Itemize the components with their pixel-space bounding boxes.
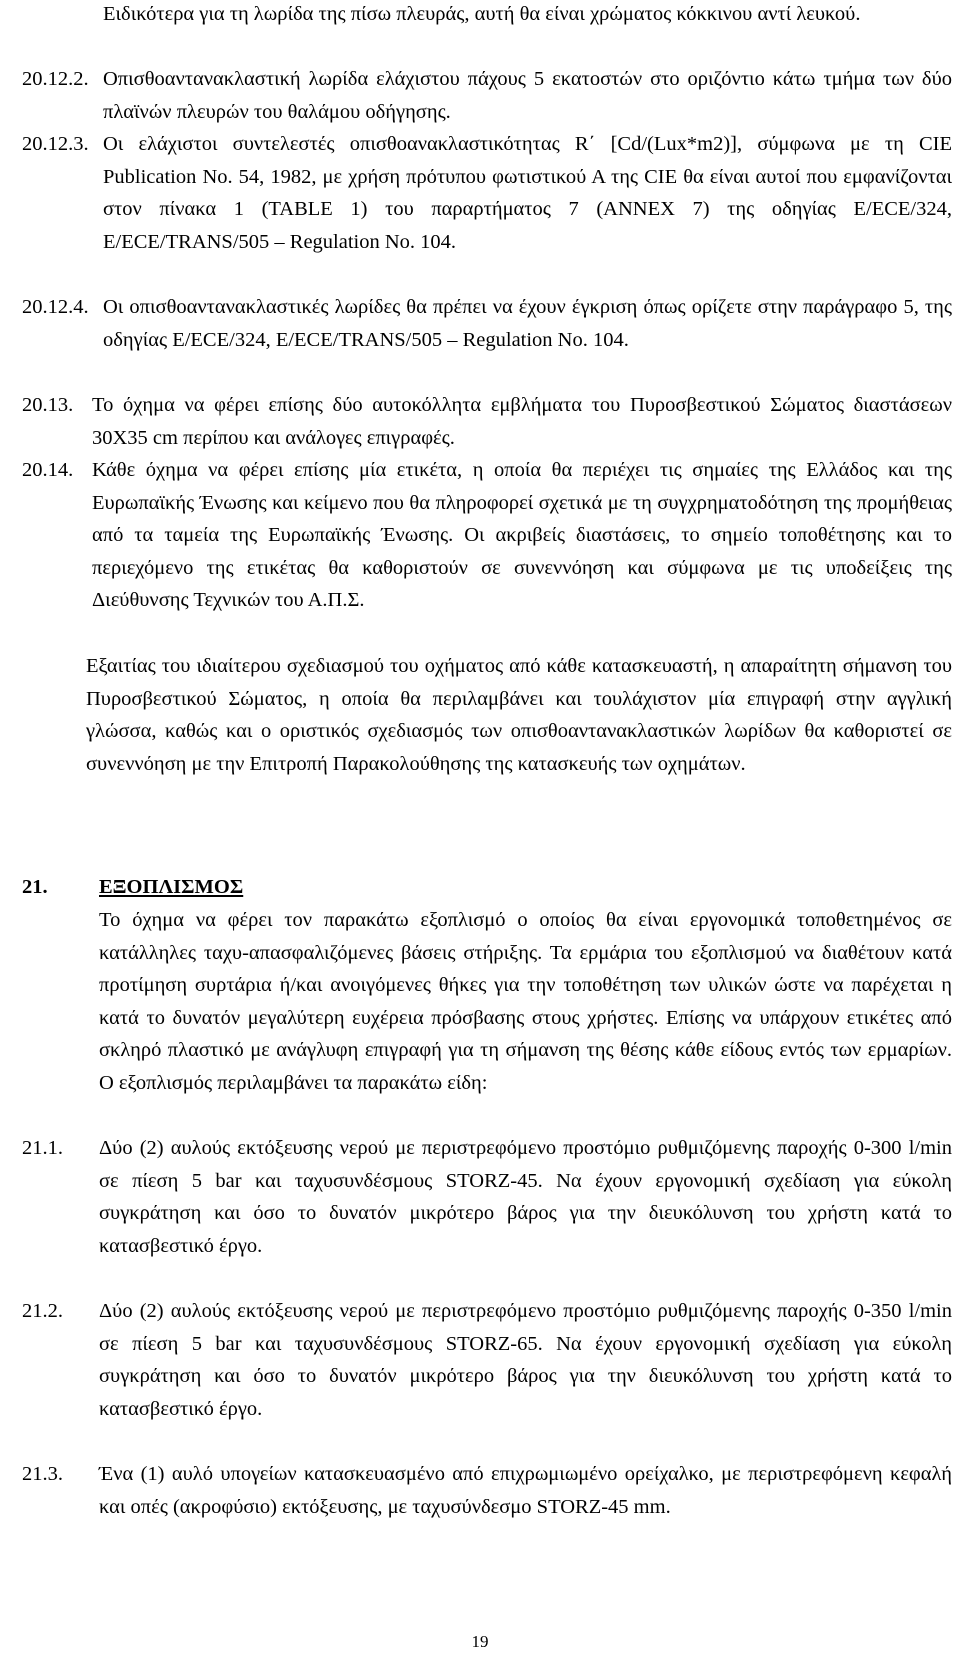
section-heading — [22, 871, 243, 904]
list-item-21-3 — [22, 1458, 952, 1523]
item-text: Δύο (2) αυλούς εκτόξευσης νερού με περιστρεφόμενο προστόμιο ρυθμιζόμενης παροχής 0-300 l/min σε πίεση 5 bar και ταχυσυνδέσμους STORZ-45. Να έχουν εργονομική σχεδίαση για εύκολη συγκράτηση και όσο το δυνατόν μικρότερο βάρος για την διευκόλυνση του χρήστη κατά το κατασβεστικό έργο. — [99, 1137, 952, 1257]
list-item-20-12-3 — [22, 128, 952, 258]
item-number: 20.14. — [22, 459, 74, 481]
list-item-21-2 — [22, 1295, 952, 1425]
body-paragraph: Εξαιτίας του ιδιαίτερου σχεδιασμού του οχήματος από κάθε κατασκευαστή, η απαραίτητη σήμανση του Πυροσβεστικού Σώματος, η οποία θα περιλαμβάνει και τουλάχιστον μία επιγραφή στην αγγλική γλώσσα, καθώς και ο οριστικός σχεδιασμός των οπισθοαντανακλαστικών λωρίδων θα καθοριστεί σε συνεννόηση με την Επιτροπή Παρακολούθησης της κατασκευής των οχημάτων. — [86, 655, 952, 775]
item-number: 21.3. — [22, 1463, 63, 1485]
item-text: Δύο (2) αυλούς εκτόξευσης νερού με περιστρεφόμενο προστόμιο ρυθμιζόμενης παροχής 0-350 l/min σε πίεση 5 bar και ταχυσυνδέσμους STORZ-65. Να έχουν εργονομική σχεδίαση για εύκολη συγκράτηση και όσο το δυνατόν μικρότερο βάρος για την διευκόλυνση του χρήστη κατά το κατασβεστικό έργο. — [99, 1300, 952, 1420]
item-text: Το όχημα να φέρει επίσης δύο αυτοκόλλητα εμβλήματα του Πυροσβεστικού Σώματος διαστάσεων 30Χ35 cm περίπου και ανάλογες επιγραφές. — [92, 394, 952, 449]
page-number: 19 — [471, 1632, 489, 1651]
item-number: 20.13. — [22, 394, 74, 416]
list-item-20-12-2 — [22, 63, 952, 128]
item-text: Οι οπισθοαντανακλαστικές λωρίδες θα πρέπει να έχουν έγκριση όπως ορίζετε στην παράγραφο 5, της οδηγίας E/ECE/324, E/ECE/TRANS/505 – Regulation No. 104. — [103, 296, 952, 351]
list-item-20-13 — [22, 389, 952, 454]
item-number: 20.12.2. — [22, 68, 89, 90]
section-title: ΕΞΟΠΛΙΣΜΟΣ — [99, 876, 244, 898]
item-number: 21.2. — [22, 1300, 63, 1322]
section-intro: Το όχημα να φέρει τον παρακάτω εξοπλισμό ο οποίος θα είναι εργονομικά τοποθετημένος σε κατάλληλες ταχυ-απασφαλιζόμενες βάσεις στήριξης. Τα ερμάρια του εξοπλισμού να διαθέτουν κατά προτίμηση συρτάρια ή/και ανοιγόμενες θήκες για την τοποθέτηση των υλικών ώστε να παρέχεται η κατά το δυνατόν μεγαλύτερη ευχέρεια πρόσβασης στους χρήστες. Επίσης να υπάρχουν ετικέτες από σκληρό πλαστικό με ανάγλυφη επιγραφή για τη σήμανση της θέσης κάθε είδους εντός των ερμαρίων. Ο εξοπλισμός περιλαμβάνει τα παρακάτω είδη: — [99, 909, 952, 1094]
item-number: 20.12.3. — [22, 133, 89, 155]
list-item-20-12-4 — [22, 291, 952, 356]
item-number: 21.1. — [22, 1137, 63, 1159]
list-item-20-14 — [22, 454, 952, 617]
item-text: Κάθε όχημα να φέρει επίσης μία ετικέτα, η οποία θα περιέχει τις σημαίες της Ελλάδος και της Ευρωπαϊκής Ένωσης και κείμενο που θα πληροφορεί σχετικά με τη συγχρηματοδότηση της προμήθειας από τα ταμεία της Ευρωπαϊκής Ένωσης. Οι ακριβείς διαστάσεις, το σημείο τοποθέτησης και το περιεχόμενο της ετικέτας θα καθοριστούν σε συνεννόηση και σύμφωνα με τις υποδείξεις της Διεύθυνσης Τεχνικών του Α.Π.Σ. — [92, 459, 952, 612]
intro-continuation: Ειδικότερα για τη λωρίδα της πίσω πλευράς, αυτή θα είναι χρώματος κόκκινου αντί λευκού. — [103, 3, 861, 25]
item-number: 20.12.4. — [22, 296, 89, 318]
item-text: Οπισθοαντανακλαστική λωρίδα ελάχιστου πάχους 5 εκατοστών στο οριζόντιο κάτω τμήμα των δύο πλαϊνών πλευρών του θαλάμου οδήγησης. — [103, 68, 952, 123]
section-number: 21. — [22, 876, 48, 898]
list-item-21-1 — [22, 1132, 952, 1262]
item-text: Ένα (1) αυλό υπογείων κατασκευασμένο από επιχρωμιωμένο ορείχαλκο, με περιστρεφόμενη κεφαλή και οπές (ακροφύσιο) εκτόξευσης, με ταχυσύνδεσμο STORZ-45 mm. — [99, 1463, 952, 1518]
item-text: Οι ελάχιστοι συντελεστές οπισθοανακλαστικότητας R΄ [Cd/(Lux*m2)], σύμφωνα με τη CIE Publication No. 54, 1982, με χρήση πρότυπου φωτιστικού Α της CIE θα είναι αυτοί που εμφανίζονται στον πίνακα 1 (TABLE 1) του παραρτήματος 7 (ANNEX 7) της οδηγίας E/ECE/324, E/ECE/TRANS/505 – Regulation No. 104. — [103, 133, 952, 253]
